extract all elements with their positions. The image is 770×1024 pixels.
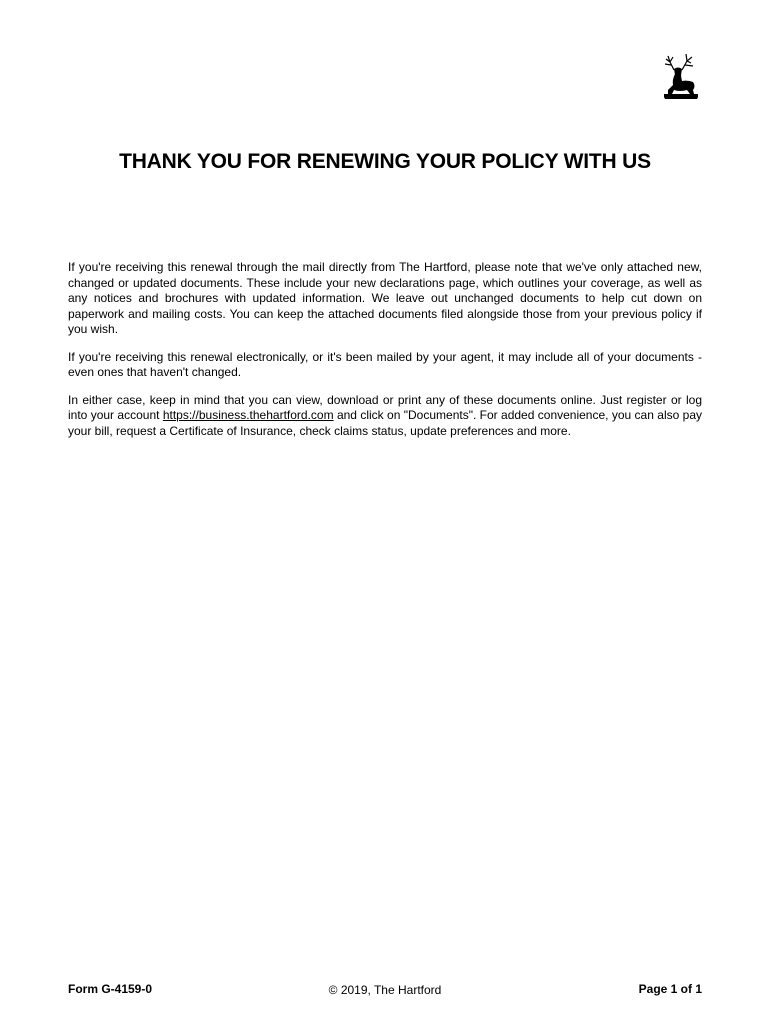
paragraph-mail-renewal: If you're receiving this renewal through the mail directly from The Hartford, please note that we've only attached new, changed or updated documents. These include your new declarations page, which outlines your coverage, as well as any notices and brochures with updated information. We leave out unchanged documents to help cut down on paperwork and mailing costs. You can keep the attached documents filed alongside those from your previous policy if you wish.: [68, 260, 702, 336]
page-footer: [68, 982, 702, 998]
form-number: Form G-4159-0: [68, 982, 153, 996]
copyright-notice: © 2019, The Hartford: [328, 983, 442, 997]
paragraph-online-access: [68, 393, 702, 440]
stag-logo-icon: [660, 50, 702, 100]
letter-body: [68, 260, 702, 451]
page-title: THANK YOU FOR RENEWING YOUR POLICY WITH US: [119, 150, 651, 173]
page-number: Page 1 of 1: [638, 982, 702, 996]
business-site-link[interactable]: https://business.thehartford.com: [162, 408, 334, 422]
paragraph-electronic-renewal: If you're receiving this renewal electronically, or it's been mailed by your agent, it may include all of your documents - even ones that haven't changed.: [68, 349, 702, 379]
paragraph-online-access-end: and click on "Documents". For added convenience, you can also pay your bill, request a Certificate of Insurance, check claims status, update preferences and more.: [68, 408, 702, 438]
paragraph-online-access-start: In either case, keep in mind that you can view, download or print any of these documents online. Just register or log into your account: [68, 392, 702, 422]
